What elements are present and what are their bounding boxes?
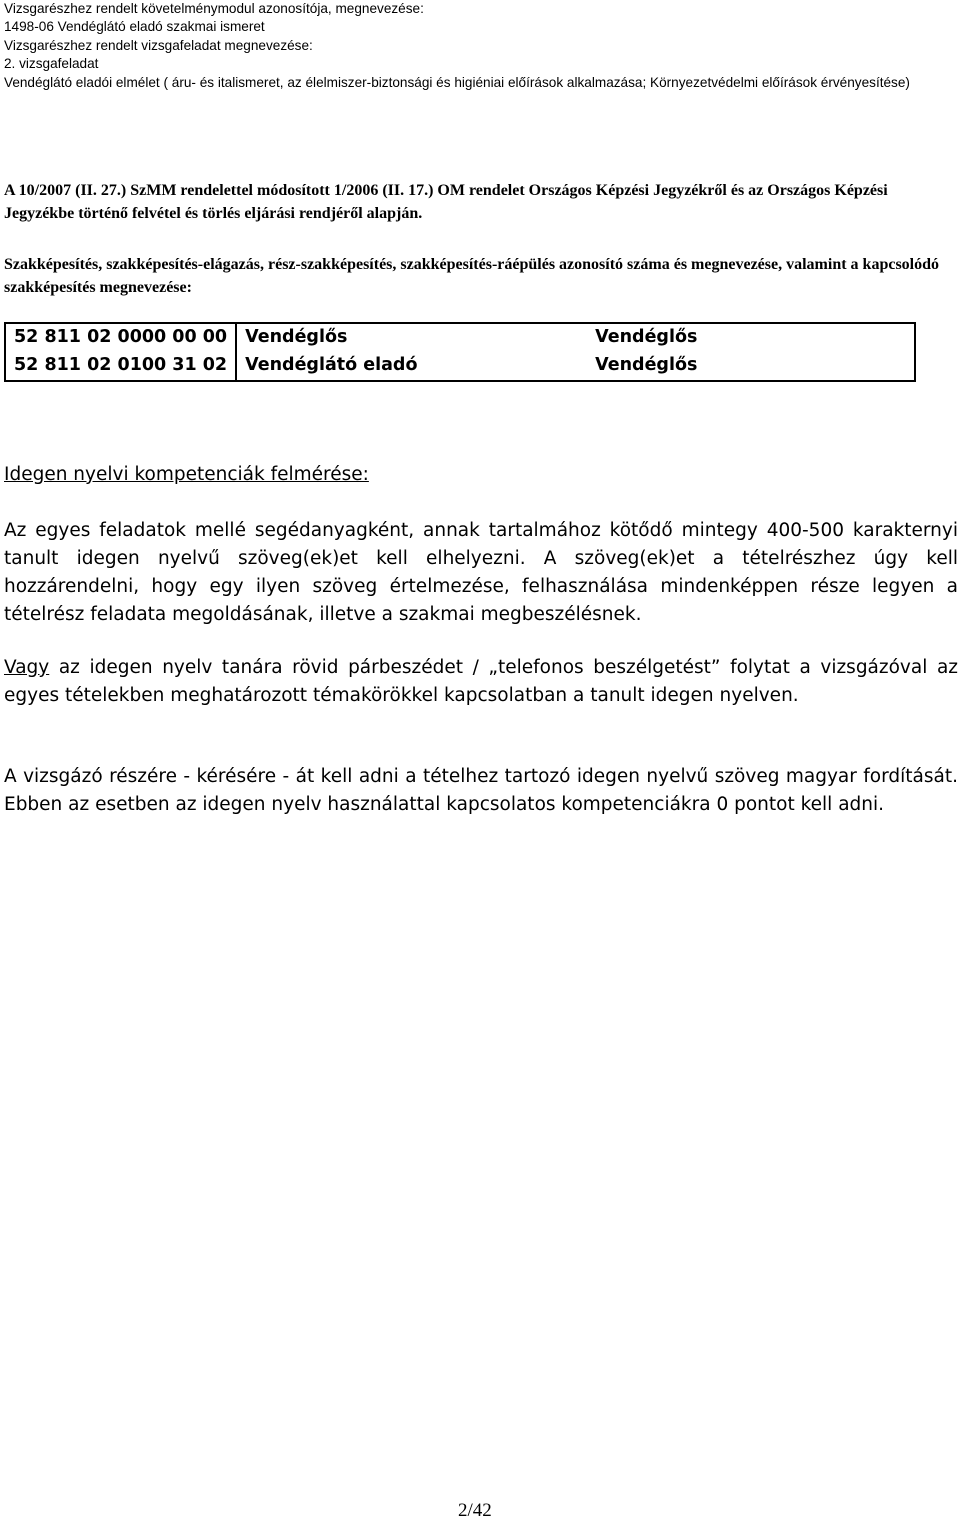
related-qualification: Vendéglős [595, 355, 698, 375]
qualification-name: Vendéglős [245, 327, 348, 347]
paragraph-dialogue [4, 654, 958, 710]
decree-reference: A 10/2007 (II. 27.) SzMM rendelettel módosított 1/2006 (II. 17.) OM rendelet Országos Képzési Jegyzékről és az Országos Képzési Jegyzékbe történő felvétel és törlés eljárási rendjéről alapján. [4, 182, 888, 222]
legal-basis [4, 180, 954, 299]
qualification-code: 52 811 02 0000 00 00 [5, 323, 236, 352]
module-name: 1498-06 Vendéglátó eladó szakmai ismeret [4, 19, 265, 35]
table-row [5, 352, 915, 381]
dialogue-text: az idegen nyelv tanára rövid párbeszédet / „telefonos beszélgetést” folytat a vizsgázóval az egyes tételekben meghatározott témakörökkel kapcsolatban a tanult idegen nyelven. [4, 657, 958, 706]
qualification-intro: Szakképesítés, szakképesítés-elágazás, rész-szakképesítés, szakképesítés-ráépülés azonosító száma és megnevezése, valamint a kapcsolódó szakképesítés megnevezése: [4, 256, 940, 296]
section-title: Idegen nyelvi kompetenciák felmérése: [4, 464, 369, 485]
paragraph-supplementary-text: Az egyes feladatok mellé segédanyagként, annak tartalmához kötődő mintegy 400-500 karakternyi tanult idegen nyelvű szöveg(ek)et kell elhelyezni. A szöveg(ek)et a tételrészhez úgy kell hozzárendelni, hogy egy ilyen szöveg értelmezése, felhasználása mindenképpen része legyen a tételrész feladata megoldásának, illetve a szakmai megbeszélésnek. [4, 520, 958, 625]
module-id-label: Vizsgarészhez rendelt követelménymodul azonosítója, megnevezése: [4, 1, 424, 16]
page-header [4, 0, 954, 92]
alternative-keyword: Vagy [4, 657, 50, 678]
related-qualification: Vendéglős [595, 327, 698, 347]
paragraph-translation: A vizsgázó részére - kérésére - át kell adni a tételhez tartozó idegen nyelvű szöveg magyar fordítását. Ebben az esetben az idegen nyelv használattal kapcsolatos kompetenciákra 0 pontot kell adni. [4, 766, 958, 815]
table-row [5, 323, 915, 352]
qualification-table [4, 322, 916, 382]
exam-task-number: 2. vizsgafeladat [4, 56, 99, 72]
exam-task-label: Vizsgarészhez rendelt vizsgafeladat megnevezése: [4, 37, 313, 53]
qualification-name: Vendéglátó eladó [245, 355, 418, 375]
qualification-code: 52 811 02 0100 31 02 [5, 352, 236, 381]
page-number: 2/42 [458, 1500, 492, 1521]
exam-task-name: Vendéglátó eladói elmélet ( áru- és italismeret, az élelmiszer-biztonsági és higiéniai előírások alkalmazása; Környezetvédelmi előírások érvényesítése) [4, 74, 910, 90]
